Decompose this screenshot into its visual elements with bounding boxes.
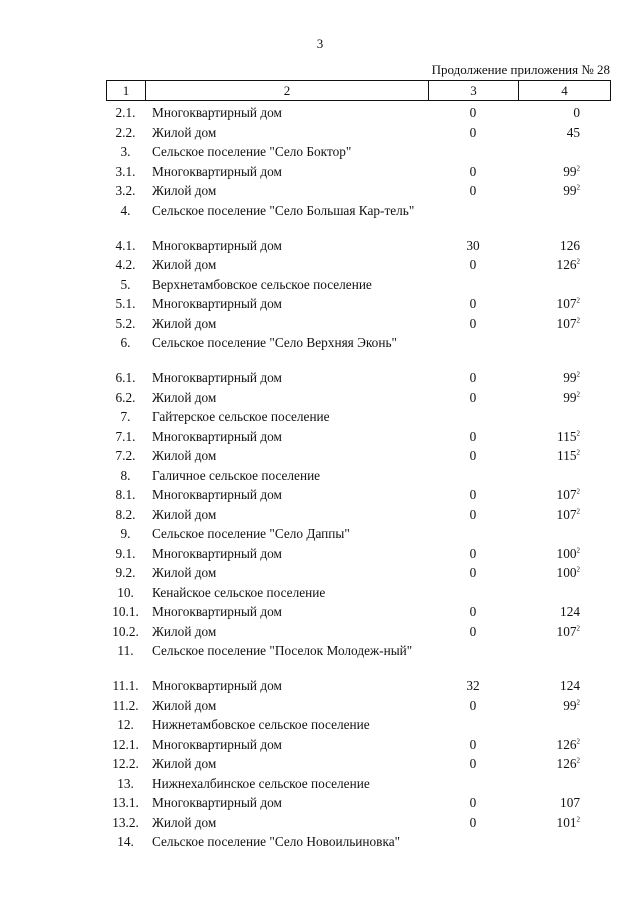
row-value-col4: 99 <box>563 389 577 405</box>
table-row <box>106 181 610 201</box>
row-name: Сельское поселение "Село Даппы" <box>152 526 350 541</box>
row-value-col4-cell <box>518 294 610 314</box>
row-value-col4: 115 <box>557 448 577 463</box>
footnote-marker: 2 <box>576 507 580 516</box>
row-value-col3: 0 <box>469 257 477 272</box>
row-name-cell <box>145 142 428 162</box>
row-value-col3 <box>428 583 518 603</box>
row-name-cell <box>145 524 428 544</box>
row-value-col4: 100 <box>556 565 577 580</box>
column-header-1: 1 <box>107 81 146 101</box>
table-row <box>106 505 610 525</box>
column-header-3: 3 <box>429 81 519 101</box>
row-value-col4-cell <box>518 563 610 583</box>
row-value-col3: 0 <box>469 604 477 619</box>
row-value-col3: 0 <box>469 487 477 502</box>
table-row <box>106 142 610 162</box>
row-name: Кенайское сельское поселение <box>152 584 326 600</box>
row-name: Жилой дом <box>152 814 217 830</box>
footnote-marker: 2 <box>576 183 580 192</box>
footnote-marker: 2 <box>576 164 580 173</box>
row-number: 10.1. <box>112 604 139 619</box>
row-name-cell <box>145 774 428 794</box>
column-header-4: 4 <box>519 81 611 101</box>
row-name: Верхнетамбовское сельское поселение <box>152 276 372 292</box>
row-value-col4-cell <box>518 446 610 466</box>
table-row <box>106 524 610 544</box>
page-number: 3 <box>316 36 324 51</box>
row-number: 7. <box>120 409 131 424</box>
row-value-col3: 0 <box>469 370 477 385</box>
column-header-2: 2 <box>146 81 429 101</box>
row-name: Многоквартирный дом <box>152 428 282 444</box>
row-value-col4-cell <box>518 793 610 813</box>
table-row <box>106 407 610 427</box>
table-row <box>106 103 610 123</box>
table-row <box>106 485 610 505</box>
table-row <box>106 754 610 774</box>
row-value-col3: 32 <box>466 678 480 693</box>
table-row <box>106 333 610 368</box>
row-value-col3: 0 <box>469 124 477 140</box>
table-row <box>106 427 610 447</box>
table-row <box>106 275 610 295</box>
row-name-cell <box>145 813 428 833</box>
row-name-cell <box>145 314 428 334</box>
row-value-col4: 107 <box>556 487 577 502</box>
row-name-cell <box>145 255 428 275</box>
row-value-col4-cell <box>518 696 610 716</box>
row-name: Многоквартирный дом <box>152 163 282 179</box>
row-name: Сельское поселение "Село Новоильиновка" <box>152 834 401 849</box>
row-value-col4-cell <box>518 368 610 388</box>
row-value-col4-cell <box>518 427 610 447</box>
row-number: 2.2. <box>115 124 136 140</box>
row-number: 4.1. <box>115 237 136 253</box>
column-header-row <box>107 81 611 101</box>
footnote-marker: 2 <box>576 698 580 707</box>
row-number: 12.2. <box>112 756 139 771</box>
row-number: 13.2. <box>112 814 139 830</box>
row-value-col4-cell <box>518 236 610 256</box>
row-number: 7.1. <box>115 428 136 444</box>
row-number: 8. <box>120 467 131 483</box>
row-value-col4: 107 <box>556 623 577 639</box>
row-name-cell <box>145 715 428 735</box>
row-value-col4: 99 <box>563 163 577 179</box>
row-number: 9. <box>120 526 131 541</box>
column-header-table <box>106 80 611 101</box>
row-name-cell <box>145 641 428 676</box>
row-name: Многоквартирный дом <box>152 795 282 810</box>
footnote-marker: 2 <box>576 815 580 824</box>
row-name: Жилой дом <box>152 623 217 639</box>
row-value-col4-cell <box>518 735 610 755</box>
row-name-cell <box>145 735 428 755</box>
row-value-col3 <box>428 407 518 427</box>
table-row <box>106 294 610 314</box>
row-number: 4.2. <box>115 257 136 272</box>
row-value-col4-cell <box>518 388 610 408</box>
row-value-col3: 0 <box>469 506 477 522</box>
row-value-col4-cell <box>518 466 610 486</box>
row-name-cell <box>145 622 428 642</box>
row-value-col3: 0 <box>469 296 477 311</box>
table-row <box>106 162 610 182</box>
table-row <box>106 715 610 735</box>
row-value-col3 <box>428 715 518 735</box>
row-name-cell <box>145 368 428 388</box>
row-value-col4-cell <box>518 676 610 696</box>
table-row <box>106 793 610 813</box>
table-row <box>106 622 610 642</box>
row-number: 11. <box>117 643 134 658</box>
row-name: Сельское поселение "Село Верхняя Эконь" <box>152 335 397 350</box>
row-name: Нижнетамбовское сельское поселение <box>152 717 370 732</box>
row-name: Галичное сельское поселение <box>152 467 321 483</box>
row-value-col3 <box>428 275 518 295</box>
row-value-col4: 115 <box>557 428 577 444</box>
row-value-col3: 0 <box>469 183 477 198</box>
row-name-cell <box>145 162 428 182</box>
table-row <box>106 696 610 716</box>
row-name: Жилой дом <box>152 124 217 140</box>
row-value-col4: 45 <box>566 124 580 140</box>
footnote-marker: 2 <box>576 756 580 765</box>
settlement-table <box>106 103 610 852</box>
row-name: Жилой дом <box>152 756 217 771</box>
footnote-marker: 2 <box>576 546 580 555</box>
row-value-col4-cell <box>518 641 610 676</box>
row-value-col4-cell <box>518 622 610 642</box>
table-row <box>106 602 610 622</box>
table-row <box>106 676 610 696</box>
row-value-col4-cell <box>518 333 610 368</box>
row-number: 6. <box>120 335 131 350</box>
row-value-col4-cell <box>518 255 610 275</box>
row-value-col3: 0 <box>469 623 477 639</box>
row-name-cell <box>145 505 428 525</box>
row-value-col4-cell <box>518 142 610 162</box>
row-name-cell <box>145 407 428 427</box>
row-name: Многоквартирный дом <box>152 604 282 619</box>
row-name-cell <box>145 181 428 201</box>
table-row <box>106 544 610 564</box>
row-value-col3 <box>428 832 518 852</box>
table-row <box>106 735 610 755</box>
row-name-cell <box>145 103 428 123</box>
row-name: Сельское поселение "Поселок Молодеж-ный" <box>152 643 413 658</box>
row-name-cell <box>145 236 428 256</box>
row-value-col4-cell <box>518 602 610 622</box>
row-number: 5.1. <box>115 296 136 311</box>
footnote-marker: 2 <box>576 429 580 438</box>
row-name: Многоквартирный дом <box>152 545 282 561</box>
row-value-col4: 107 <box>556 296 577 311</box>
row-name: Многоквартирный дом <box>152 487 282 502</box>
footnote-marker: 2 <box>576 624 580 633</box>
row-number: 11.2. <box>112 697 139 713</box>
footnote-marker: 2 <box>576 370 580 379</box>
footnote-marker: 2 <box>576 390 580 399</box>
row-value-col4: 99 <box>563 183 577 198</box>
row-value-col4-cell <box>518 123 610 143</box>
row-value-col4: 126 <box>556 756 577 771</box>
table-row <box>106 774 610 794</box>
row-value-col3: 0 <box>469 105 477 120</box>
row-name-cell <box>145 563 428 583</box>
footnote-marker: 2 <box>576 448 580 457</box>
table-row <box>106 368 610 388</box>
row-name-cell <box>145 793 428 813</box>
row-number: 7.2. <box>115 448 136 463</box>
row-value-col4: 124 <box>560 604 580 619</box>
row-number: 12. <box>117 717 134 732</box>
row-name: Сельское поселение "Село Боктор" <box>152 144 352 159</box>
table-row <box>106 388 610 408</box>
row-name: Многоквартирный дом <box>152 678 282 693</box>
row-name: Жилой дом <box>152 257 217 272</box>
row-name-cell <box>145 388 428 408</box>
row-name-cell <box>145 832 428 852</box>
row-number: 9.2. <box>115 565 136 580</box>
footnote-marker: 2 <box>576 257 580 266</box>
row-number: 12.1. <box>112 736 139 752</box>
row-value-col4: 107 <box>556 315 577 331</box>
row-name-cell <box>145 696 428 716</box>
row-value-col3: 0 <box>469 697 477 713</box>
row-number: 8.1. <box>115 487 136 502</box>
row-name-cell <box>145 333 428 368</box>
row-value-col4-cell <box>518 774 610 794</box>
row-value-col4-cell <box>518 832 610 852</box>
row-name: Жилой дом <box>152 565 217 580</box>
table-row <box>106 563 610 583</box>
row-value-col3: 0 <box>469 428 477 444</box>
row-name-cell <box>145 485 428 505</box>
row-number: 8.2. <box>115 506 136 522</box>
footnote-marker: 2 <box>576 565 580 574</box>
row-value-col4: 99 <box>563 697 577 713</box>
row-name: Жилой дом <box>152 389 217 405</box>
row-name-cell <box>145 754 428 774</box>
row-value-col4-cell <box>518 813 610 833</box>
footnote-marker: 2 <box>576 737 580 746</box>
row-name-cell <box>145 446 428 466</box>
row-number: 6.2. <box>115 389 136 405</box>
table-row <box>106 641 610 676</box>
row-number: 10. <box>117 584 134 600</box>
row-value-col3: 0 <box>469 756 477 771</box>
row-value-col3 <box>428 774 518 794</box>
row-name: Многоквартирный дом <box>152 296 282 311</box>
table-row <box>106 314 610 334</box>
row-value-col4-cell <box>518 103 610 123</box>
row-name-cell <box>145 583 428 603</box>
row-value-col3: 0 <box>469 448 477 463</box>
row-number: 11.1. <box>112 678 139 693</box>
row-name: Жилой дом <box>152 697 217 713</box>
row-value-col4-cell <box>518 314 610 334</box>
row-name: Многоквартирный дом <box>152 736 282 752</box>
row-number: 6.1. <box>115 370 136 385</box>
row-number: 13.1. <box>112 795 139 810</box>
row-value-col3 <box>428 641 518 676</box>
row-name-cell <box>145 427 428 447</box>
row-number: 3.1. <box>115 163 136 179</box>
appendix-continuation-note: Продолжение приложения № 28 <box>431 62 610 77</box>
row-value-col3: 0 <box>469 795 477 810</box>
row-value-col4-cell <box>518 275 610 295</box>
row-value-col3 <box>428 524 518 544</box>
row-value-col4: 101 <box>556 814 577 830</box>
row-value-col4-cell <box>518 181 610 201</box>
row-value-col4: 126 <box>556 736 577 752</box>
row-name: Жилой дом <box>152 506 217 522</box>
row-number: 14. <box>117 834 134 849</box>
table-row <box>106 813 610 833</box>
row-value-col4-cell <box>518 715 610 735</box>
row-value-col3: 0 <box>469 163 477 179</box>
row-number: 13. <box>117 775 134 791</box>
row-value-col4: 100 <box>556 545 577 561</box>
row-value-col4-cell <box>518 583 610 603</box>
row-value-col3 <box>428 201 518 236</box>
row-name-cell <box>145 294 428 314</box>
row-value-col3 <box>428 142 518 162</box>
table-row <box>106 583 610 603</box>
row-number: 3. <box>120 144 131 159</box>
row-name: Гайтерское сельское поселение <box>152 409 330 424</box>
table-row <box>106 236 610 256</box>
row-name: Сельское поселение "Село Большая Кар-тель" <box>152 202 415 218</box>
row-number: 2.1. <box>115 105 136 120</box>
row-value-col4-cell <box>518 485 610 505</box>
row-value-col4-cell <box>518 524 610 544</box>
row-name: Многоквартирный дом <box>152 370 282 385</box>
row-value-col3: 30 <box>466 237 480 253</box>
row-value-col4: 107 <box>560 795 580 810</box>
row-name-cell <box>145 275 428 295</box>
row-value-col3 <box>428 466 518 486</box>
row-value-col4: 99 <box>563 370 577 385</box>
row-value-col4-cell <box>518 505 610 525</box>
row-name: Многоквартирный дом <box>152 105 282 120</box>
row-number: 9.1. <box>115 545 136 561</box>
row-value-col3 <box>428 333 518 368</box>
row-value-col3: 0 <box>469 814 477 830</box>
row-number: 4. <box>120 202 131 218</box>
row-name: Многоквартирный дом <box>152 237 282 253</box>
table-row <box>106 123 610 143</box>
row-name-cell <box>145 123 428 143</box>
row-name: Жилой дом <box>152 448 217 463</box>
row-name-cell <box>145 602 428 622</box>
row-value-col4-cell <box>518 544 610 564</box>
row-value-col3: 0 <box>469 315 477 331</box>
table-row <box>106 466 610 486</box>
row-number: 10.2. <box>112 623 139 639</box>
row-value-col4: 126 <box>560 237 580 253</box>
row-value-col4: 0 <box>573 105 580 120</box>
row-name: Жилой дом <box>152 183 217 198</box>
row-value-col4-cell <box>518 201 610 236</box>
settlement-table-body <box>106 103 610 852</box>
row-number: 3.2. <box>115 183 136 198</box>
footnote-marker: 2 <box>576 316 580 325</box>
row-name: Жилой дом <box>152 315 217 331</box>
row-value-col3: 0 <box>469 565 477 580</box>
row-value-col4: 107 <box>556 506 577 522</box>
table-row <box>106 446 610 466</box>
row-number: 5. <box>120 276 131 292</box>
row-name: Нижнехалбинское сельское поселение <box>152 775 370 791</box>
row-value-col3: 0 <box>469 545 477 561</box>
table-row <box>106 201 610 236</box>
footnote-marker: 2 <box>576 487 580 496</box>
row-value-col3: 0 <box>469 736 477 752</box>
row-value-col4: 124 <box>560 678 580 693</box>
row-name-cell <box>145 676 428 696</box>
row-name-cell <box>145 201 428 236</box>
row-number: 5.2. <box>115 315 136 331</box>
row-value-col4: 126 <box>556 257 577 272</box>
row-name-cell <box>145 544 428 564</box>
footnote-marker: 2 <box>576 296 580 305</box>
row-value-col4-cell <box>518 754 610 774</box>
table-row <box>106 255 610 275</box>
row-value-col3: 0 <box>469 389 477 405</box>
row-value-col4-cell <box>518 162 610 182</box>
row-name-cell <box>145 466 428 486</box>
table-row <box>106 832 610 852</box>
row-value-col4-cell <box>518 407 610 427</box>
